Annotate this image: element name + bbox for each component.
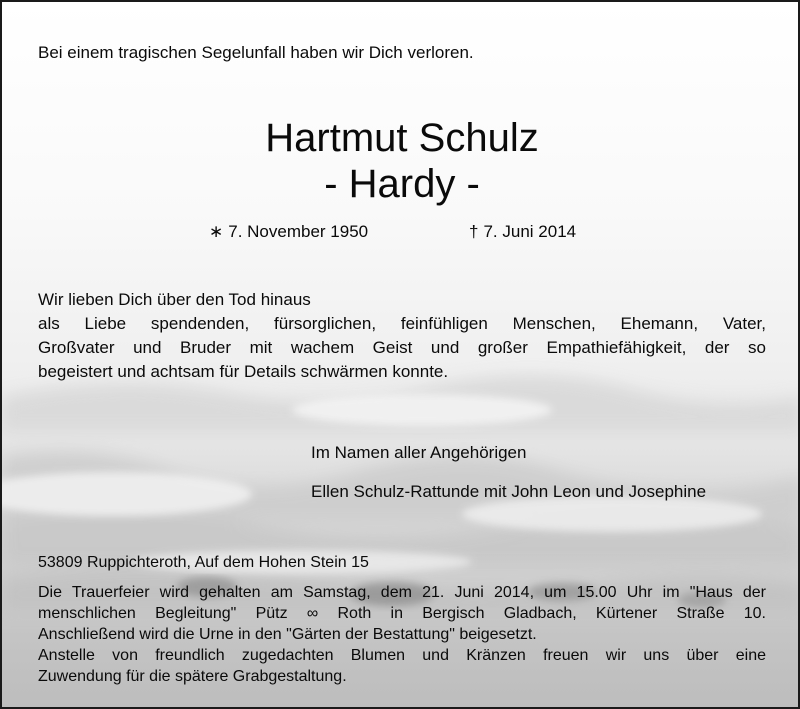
deceased-name: Hartmut Schulz bbox=[265, 116, 539, 160]
death-date: 7. Juni 2014 bbox=[483, 222, 577, 241]
funeral-line: Zuwendung für die spätere Grabgestaltung. bbox=[38, 668, 347, 685]
funeral-line: Anschließend wird die Urne in den "Gärten der Bestattung" beigesetzt. bbox=[38, 626, 537, 643]
tribute-line: Großvater und Bruder mit wachem Geist und großer Empathiefähigkeit, der so bbox=[38, 338, 766, 357]
birth-star-icon: ∗ bbox=[209, 222, 224, 241]
funeral-line: menschlichen Begleitung" Pütz ∞ Roth in Bergisch Gladbach, Kürtener Straße 10. bbox=[38, 605, 766, 622]
intro-sentence: Bei einem tragischen Segelunfall haben wir Dich verloren. bbox=[38, 43, 474, 62]
deceased-nickname: - Hardy - bbox=[324, 162, 480, 206]
birth-date: 7. November 1950 bbox=[228, 222, 369, 241]
family-address: 53809 Ruppichteroth, Auf dem Hohen Stein 15 bbox=[38, 554, 369, 571]
tribute-line: als Liebe spendenden, fürsorglichen, feinfühligen Menschen, Ehemann, Vater, bbox=[38, 314, 766, 333]
death-date-line bbox=[469, 222, 576, 242]
tribute-line: Wir lieben Dich über den Tod hinaus bbox=[38, 290, 311, 309]
signer-intro: Im Namen aller Angehörigen bbox=[311, 443, 527, 462]
death-cross-icon: † bbox=[469, 222, 479, 241]
funeral-line: Anstelle von freundlich zugedachten Blumen und Kränzen freuen wir uns über eine bbox=[38, 647, 766, 664]
funeral-details bbox=[38, 582, 766, 687]
funeral-line: Die Trauerfeier wird gehalten am Samstag, dem 21. Juni 2014, um 15.00 Uhr im "Haus der bbox=[38, 584, 766, 601]
tribute-line: begeistert und achtsam für Details schwärmen konnte. bbox=[38, 362, 449, 381]
tribute-paragraph bbox=[38, 288, 766, 384]
signer-names: Ellen Schulz-Rattunde mit John Leon und Josephine bbox=[311, 482, 707, 501]
birth-date-line bbox=[209, 222, 368, 242]
